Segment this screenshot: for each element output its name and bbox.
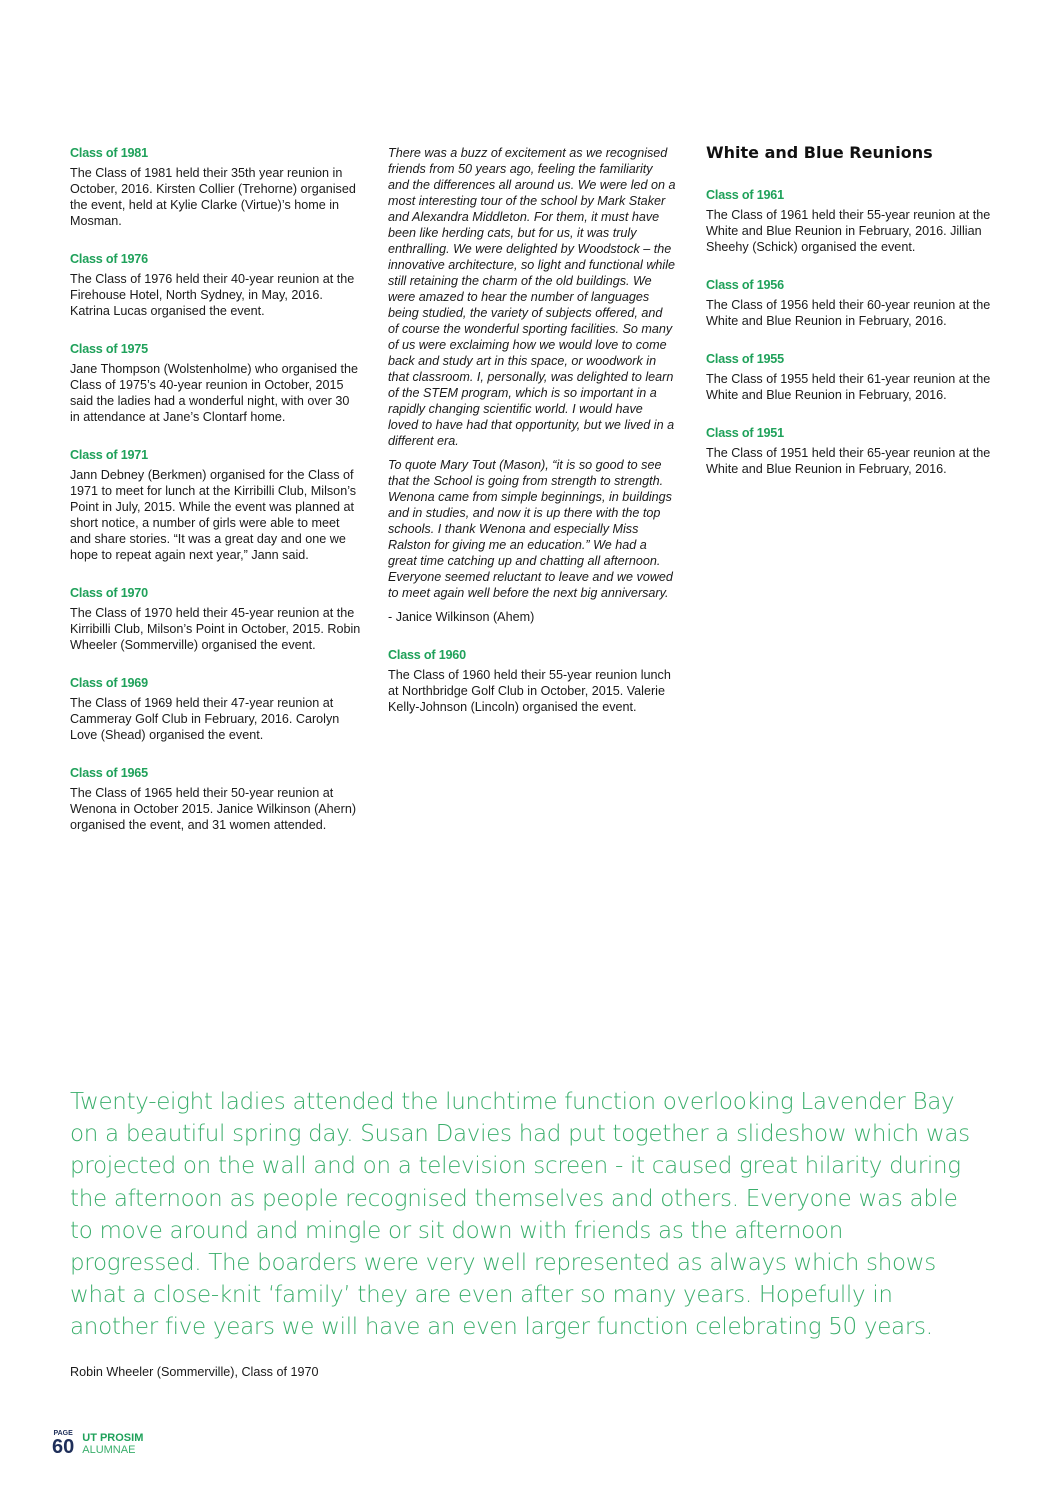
section-heading: Class of 1976 [70,252,148,266]
section-class-1961 [706,187,1006,255]
section-text: The Class of 1969 held their 47-year reunion at Cammeray Golf Club in February, 2016. Carolyn Love (Shead) organised the event. [70,696,340,742]
section-text: The Class of 1961 held their 55-year reunion at the White and Blue Reunion in February, 2016. Jillian Sheehy (Schick) organised the event. [706,208,991,254]
section-class-1951 [706,425,1006,477]
section-heading: Class of 1956 [706,278,784,292]
pull-quote: Twenty-eight ladies attended the lunchtime function overlooking Lavender Bay on a beautiful spring day. Susan Davies had put together a slideshow which was projected on the wall and on a television screen - it caused great hilarity during the afternoon as people recognised themselves and others. Everyone was able to move around and mingle or sit down with friends as the afternoon progressed. The boarders were very well represented as always which shows what a close-knit ‘family’ they are even after so many years. Hopefully in another five years we will have an even larger function celebrating 50 years. [70,1089,970,1341]
section-heading: Class of 1961 [706,188,784,202]
section-class-1976 [70,251,362,319]
section-class-1965 [70,765,362,833]
section-heading: Class of 1951 [706,426,784,440]
section-text: The Class of 1955 held their 61-year reunion at the White and Blue Reunion in February, 2016. [706,372,991,402]
page-number: 60 [52,1436,75,1458]
publication-title: UT PROSIM [82,1431,144,1444]
section-heading: Class of 1970 [70,586,148,600]
section-class-1981 [70,145,362,229]
pull-quote-byline: Robin Wheeler (Sommerville), Class of 1970 [70,1365,319,1379]
section-class-1969 [70,675,362,743]
section-text: The Class of 1976 held their 40-year reunion at the Firehouse Hotel, North Sydney, in May, 2016. Katrina Lucas organised the event. [70,272,355,318]
section-text: The Class of 1951 held their 65-year reunion at the White and Blue Reunion in February, 2016. [706,446,991,476]
section-class-1971 [70,447,362,563]
section-class-1960 [388,647,676,715]
quote-paragraph: There was a buzz of excitement as we recognised friends from 50 years ago, feeling the familiarity and the differences all around us. We were led on a most interesting tour of the school by Mark Staker and Alexandra Middleton. For them, it must have been like herding cats, but for us, it was truly enthralling. We were delighted by Woodstock – the innovative architecture, so light and functional while still retaining the charm of the old buildings. We were amazed to hear the number of languages being studied, the variety of subjects offered, and of course the wonderful sporting facilities. So many of us were exclaiming how we would love to come back and study art in this space, or woodwork in that classroom. I, personally, was delighted to learn of the STEM program, which is so important in a rapidly changing scientific world. I would have loved to have had that opportunity, but we lived in a different era. [388,146,676,448]
section-heading: Class of 1965 [70,766,148,780]
section-heading: Class of 1969 [70,676,148,690]
quote-paragraph: To quote Mary Tout (Mason), “it is so good to see that the School is going from strength to strength. Wenona came from simple beginnings, in buildings and in studies, and now it is up there with the top schools. I thank Wenona and especially Miss Ralston for giving me an education.” We had a great time catching up and chatting all afternoon. Everyone seemed reluctant to leave and we vowed to meet again well before the next big anniversary. [388,458,673,600]
section-text: Jane Thompson (Wolstenholme) who organised the Class of 1975’s 40-year reunion in October, 2015 said the ladies had a wonderful night, with over 30 in attendance at Jane’s Clontarf home. [70,362,358,424]
page-number-block [52,1430,74,1457]
section-text: The Class of 1960 held their 55-year reunion lunch at Northbridge Golf Club in October, 2015. Valerie Kelly-Johnson (Lincoln) organised the event. [388,668,671,714]
section-class-1955 [706,351,1006,403]
section-class-1975 [70,341,362,425]
publication-subtitle: ALUMNAE [82,1444,136,1457]
section-heading: Class of 1960 [388,648,466,662]
section-heading: Class of 1981 [70,146,148,160]
section-heading: Class of 1955 [706,352,784,366]
quote-attribution: - Janice Wilkinson (Ahem) [388,610,535,624]
section-text: The Class of 1981 held their 35th year reunion in October, 2016. Kirsten Collier (Trehorne) organised the event, held at Kylie Clarke (Virtue)’s home in Mosman. [70,166,356,228]
section-text: The Class of 1970 held their 45-year reunion at the Kirribilli Club, Milson’s Point in October, 2015. Robin Wheeler (Sommerville) organised the event. [70,606,361,652]
page-label: PAGE [53,1430,73,1437]
section-heading: Class of 1971 [70,448,148,462]
section-class-1956 [706,277,1006,329]
column-3 [706,145,1006,499]
column-2 [388,145,676,737]
column-title: White and Blue Reunions [706,143,933,162]
section-text: The Class of 1965 held their 50-year reunion at Wenona in October 2015. Janice Wilkinson (Ahern) organised the event, and 31 women attended. [70,786,357,832]
section-heading: Class of 1975 [70,342,148,356]
section-text: Jann Debney (Berkmen) organised for the Class of 1971 to meet for lunch at the Kirribilli Club, Milson’s Point in July, 2015. While the event was planned at short notice, a number of girls were able to meet and share stories. “It was a great day and one we hope to repeat again next year,” Jann said. [70,468,357,562]
page-footer [52,1430,143,1457]
section-text: The Class of 1956 held their 60-year reunion at the White and Blue Reunion in February, 2016. [706,298,991,328]
section-class-1970 [70,585,362,653]
publication-name [82,1432,143,1457]
column-1 [70,145,362,855]
